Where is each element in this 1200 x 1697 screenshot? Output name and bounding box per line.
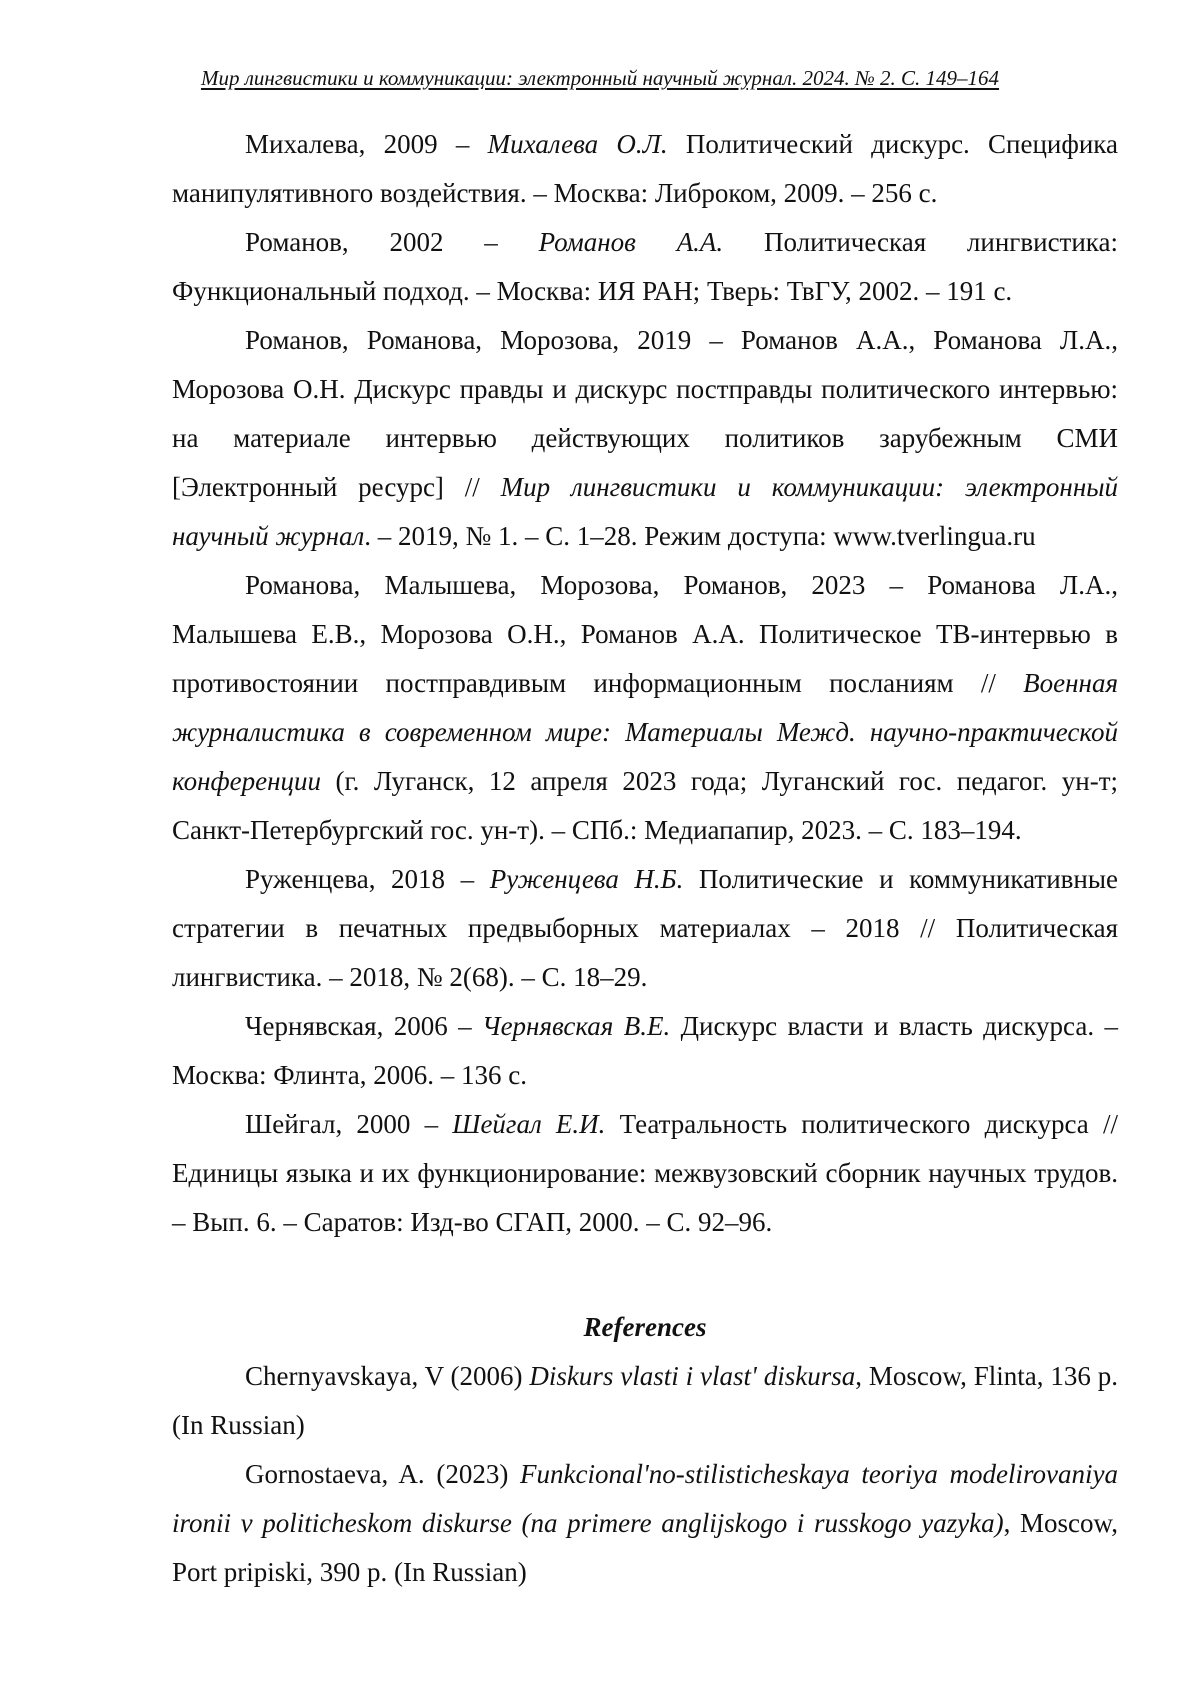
bibliography-entry: Романов, 2002 – Романов А.А. Политическая лингвистика: Функциональный подход. – Москва: ИЯ РАН; Тверь: ТвГУ, 2002. – 191 с. [172, 227, 1118, 306]
running-header [0, 66, 1200, 91]
bibliography-entry: Романова, Малышева, Морозова, Романов, 2023 – Романова Л.А., Малышева Е.В., Морозова О.Н., Романов А.А. Политическое ТВ-интервью в противостоянии постправдивым информационным посланиям // Военная журналистика в современном мире: Материалы Межд. научно-практической конференции (г. Луганск, 12 апреля 2023 года; Луганский гос. педагог. ун-т; Санкт-Петербургский гос. ун-т). – СПб.: Медиапапир, 2023. – С. 183–194. [172, 570, 1118, 845]
reference-title: Funkcional'no-stilisticheskaya teoriya modelirovaniya ironii v politicheskom diskurse (na primere anglijskogo i russkogo yazyka) [172, 1459, 1118, 1538]
bibliography-section [172, 120, 1118, 1597]
bibliography-entry: Чернявская, 2006 – Чернявская В.Е. Дискурс власти и власть дискурса. – Москва: Флинта, 2006. – 136 с. [172, 1011, 1118, 1090]
reference-entry: Chernyavskaya, V (2006) Diskurs vlasti i vlast' diskursa, Moscow, Flinta, 136 p. (In Russian) [172, 1361, 1119, 1440]
author-name: Руженцева Н.Б. [489, 864, 684, 894]
bibliography-entry: Михалева, 2009 – Михалева О.Л. Политический дискурс. Специфика манипулятивного воздействия. – Москва: Либроком, 2009. – 256 с. [172, 129, 1119, 208]
reference-title: Diskurs vlasti i vlast' diskursa [529, 1361, 856, 1391]
source-title: Мир лингвистики и коммуникации: электронный научный журнал [172, 472, 1118, 551]
bibliography-entry: Шейгал, 2000 – Шейгал Е.И. Театральность политического дискурса // Единицы языка и их функционирование: межвузовский сборник научных трудов. – Вып. 6. – Саратов: Изд-во СГАП, 2000. – С. 92–96. [172, 1109, 1118, 1237]
author-name: Шейгал Е.И. [452, 1109, 606, 1139]
author-name: Михалева О.Л. [487, 129, 668, 159]
reference-entry: Gornostaeva, A. (2023) Funkcional'no-stilisticheskaya teoriya modelirovaniya ironii v politicheskom diskurse (na primere anglijskogo i russkogo yazyka), Moscow, Port pripiski, 390 p. (In Russian) [172, 1459, 1119, 1587]
bibliography-entry: Романов, Романова, Морозова, 2019 – Романов А.А., Романова Л.А., Морозова О.Н. Дискурс правды и дискурс постправды политического интервью: на материале интервью действующих политиков зарубежным СМИ [Электронный ресурс] // Мир лингвистики и коммуникации: электронный научный журнал. – 2019, № 1. – С. 1–28. Режим доступа: www.tverlingua.ru [172, 325, 1118, 551]
author-name: Романов А.А. [538, 227, 724, 257]
bibliography-entry: Руженцева, 2018 – Руженцева Н.Б. Политические и коммуникативные стратегии в печатных предвыборных материалах – 2018 // Политическая лингвистика. – 2018, № 2(68). – С. 18–29. [172, 864, 1118, 992]
source-title: Военная журналистика в современном мире: Материалы Межд. научно-практической конференции [172, 668, 1118, 796]
journal-citation: Мир лингвистики и коммуникации: электронный научный журнал. 2024. № 2. С. 149–164 [200, 66, 1000, 90]
references-heading: References [583, 1312, 707, 1342]
author-name: Чернявская В.Е. [481, 1011, 671, 1041]
